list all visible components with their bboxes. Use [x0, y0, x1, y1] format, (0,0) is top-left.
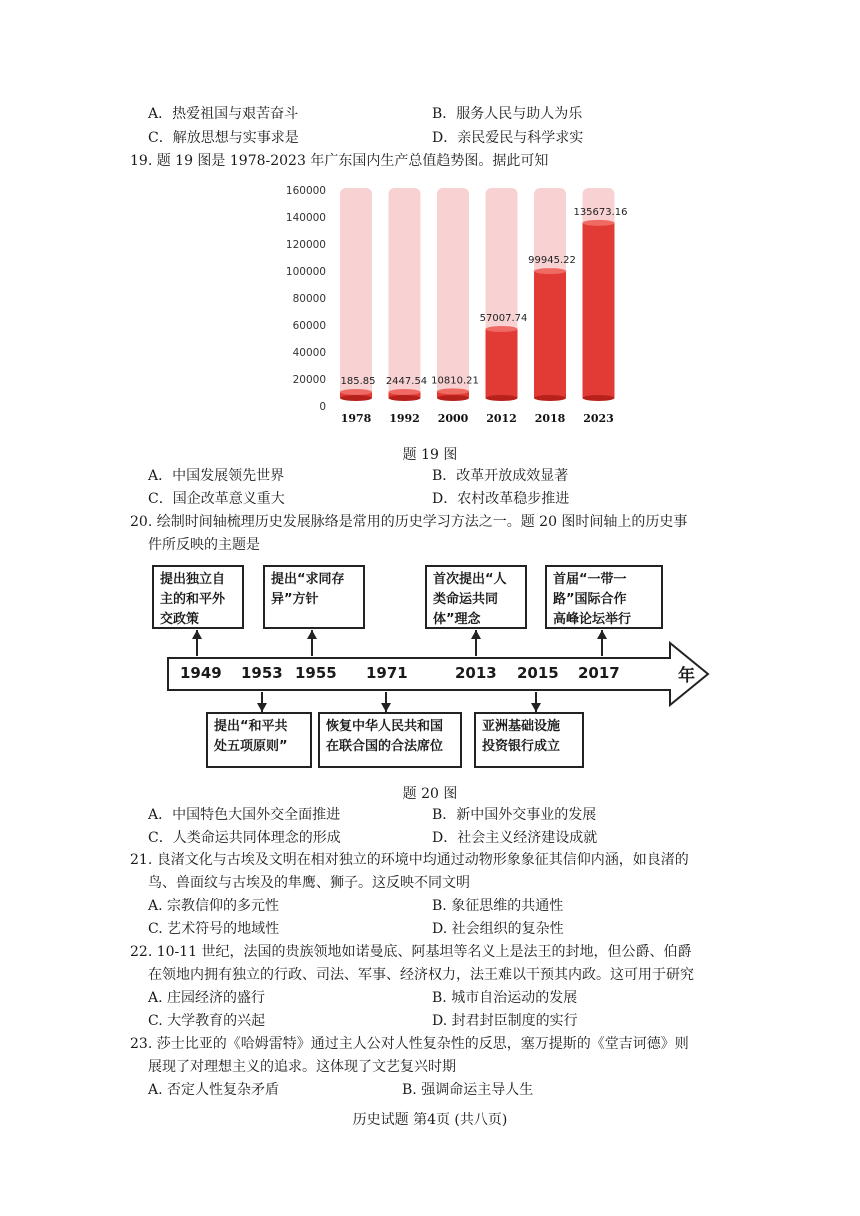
event-box-2015: 亚洲基础设施 投资银行成立	[474, 712, 584, 768]
timeline-year: 1953	[241, 664, 283, 682]
y-tick-label: 20000	[292, 374, 326, 386]
event-box-1953: 提出“和平共 处五项原则”	[206, 712, 312, 768]
y-tick-label: 80000	[292, 293, 326, 305]
q19-gdp-chart	[270, 178, 628, 428]
x-tick-label: 2000	[437, 412, 469, 425]
bar-backgrounds	[340, 188, 615, 398]
y-tick-label: 40000	[292, 347, 326, 359]
bar-cap	[486, 326, 518, 332]
data-label: 135673.16	[573, 206, 628, 218]
q22-stem-line1: 22. 10-11 世纪，法国的贵族领地如诺曼底、阿基坦等名义上是法王的封地，但公爵、伯爵	[130, 944, 692, 960]
bar-base	[534, 395, 566, 401]
bar-base	[437, 395, 469, 401]
event-box-2013: 首次提出“人 类命运共同 体”理念	[425, 565, 527, 629]
q22-option-a: A. 庄园经济的盛行	[148, 990, 266, 1006]
q20-option-c: C．人类命运共同体理念的形成	[148, 830, 341, 846]
timeline-year: 1971	[366, 664, 408, 682]
bar-cap	[534, 268, 566, 274]
y-tick-label: 100000	[285, 266, 326, 278]
event-box-2017: 首届“一带一 路”国际合作 高峰论坛举行	[545, 565, 663, 629]
q18-option-d: D．亲民爱民与科学求实	[432, 130, 584, 146]
q21-stem-line1: 21. 良渚文化与古埃及文明在相对独立的环境中均通过动物形象象征其信仰内涵，如良渚的	[130, 852, 689, 868]
bar-cap	[583, 220, 615, 226]
x-tick-label: 1992	[389, 412, 420, 425]
bar-background	[340, 188, 372, 398]
q22-option-b: B. 城市自治运动的发展	[432, 990, 578, 1006]
x-tick-label: 1978	[340, 412, 372, 425]
q21-stem-line2: 鸟、兽面纹与古埃及的隼鹰、狮子。这反映不同文明	[148, 875, 470, 891]
q19-option-a: A．中国发展领先世界	[148, 468, 285, 484]
q20-stem-line1: 20. 绘制时间轴梳理历史发展脉络是常用的历史学习方法之一。题 20 图时间轴上的历史事	[130, 514, 688, 530]
data-label: 99945.22	[528, 255, 576, 267]
timeline-year: 2013	[455, 664, 497, 682]
q23-option-b: B. 强调命运主导人生	[402, 1082, 534, 1098]
bar-cap	[389, 389, 421, 395]
q21-option-d: D. 社会组织的复杂性	[432, 921, 564, 937]
bar-background	[437, 188, 469, 398]
q20-option-a: A．中国特色大国外交全面推进	[148, 807, 341, 823]
q23-option-a: A. 否定人性复杂矛盾	[148, 1082, 280, 1098]
timeline-year: 1949	[180, 664, 222, 682]
q22-stem-line2: 在领地内拥有独立的行政、司法、军事、经济权力，法王难以干预其内政。这可用于研究	[148, 967, 694, 983]
bar-base	[486, 395, 518, 401]
event-box-1949: 提出独立自 主的和平外 交政策	[152, 565, 244, 629]
x-tick-label: 2018	[534, 412, 566, 425]
q18-option-a: A．热爱祖国与艰苦奋斗	[148, 106, 299, 122]
y-axis	[286, 185, 326, 413]
q19-option-d: D．农村改革稳步推进	[432, 491, 570, 507]
event-box-1955: 提出“求同存 异”方针	[263, 565, 365, 629]
timeline-unit: 年	[678, 666, 695, 686]
bar-base	[389, 395, 421, 401]
x-tick-label: 2012	[486, 412, 517, 425]
q21-option-c: C. 艺术符号的地域性	[148, 921, 280, 937]
q20-option-b: B．新中国外交事业的发展	[432, 807, 597, 823]
x-axis-labels	[341, 412, 614, 425]
q18-option-b: B．服务人民与助人为乐	[432, 106, 583, 122]
q19-caption: 题 19 图	[402, 447, 458, 463]
q20-option-d: D．社会主义经济建设成就	[432, 830, 598, 846]
bar	[583, 223, 615, 398]
data-label: 185.85	[340, 376, 376, 387]
data-label: 10810.21	[431, 375, 479, 387]
q23-stem-line2: 展现了对理想主义的追求。这体现了文艺复兴时期	[148, 1059, 456, 1075]
q21-option-b: B. 象征思维的共通性	[432, 898, 564, 914]
q22-option-d: D. 封君封臣制度的实行	[432, 1013, 578, 1029]
bar-cap	[437, 388, 469, 394]
y-tick-label: 0	[319, 401, 326, 413]
bar-base	[340, 395, 372, 401]
x-tick-label: 2023	[583, 412, 614, 425]
q19-stem: 19. 题 19 图是 1978-2023 年广东国内生产总值趋势图。据此可知	[130, 153, 549, 169]
data-label: 2447.54	[385, 376, 428, 387]
timeline-year: 1955	[295, 664, 337, 682]
event-box-1971: 恢复中华人民共和国 在联合国的合法席位	[318, 712, 462, 768]
bar-cap	[340, 389, 372, 395]
q22-option-c: C. 大学教育的兴起	[148, 1013, 266, 1029]
y-tick-label: 60000	[292, 320, 326, 332]
data-label: 57007.74	[479, 313, 528, 325]
q20-caption: 题 20 图	[402, 786, 458, 802]
q23-stem-line1: 23. 莎士比亚的《哈姆雷特》通过主人公对人性复杂性的反思，塞万提斯的《堂吉诃德》则	[130, 1036, 689, 1052]
y-tick-label: 160000	[285, 185, 326, 197]
bars	[340, 220, 615, 401]
timeline-year: 2017	[578, 664, 620, 682]
q18-option-c: C．解放思想与实事求是	[148, 130, 299, 146]
q19-option-c: C．国企改革意义重大	[148, 491, 285, 507]
bar-background	[389, 188, 421, 398]
q20-timeline	[140, 560, 720, 780]
q20-stem-line2: 件所反映的主题是	[148, 537, 260, 553]
q19-option-b: B．改革开放成效显著	[432, 468, 569, 484]
y-tick-label: 120000	[285, 239, 326, 251]
page-footer: 历史试题 第4页 (共八页)	[352, 1112, 508, 1128]
q21-option-a: A. 宗教信仰的多元性	[148, 898, 280, 914]
bar	[486, 329, 518, 398]
bar	[534, 271, 566, 398]
y-tick-label: 140000	[285, 212, 326, 224]
timeline-year: 2015	[517, 664, 559, 682]
bar-base	[583, 395, 615, 401]
